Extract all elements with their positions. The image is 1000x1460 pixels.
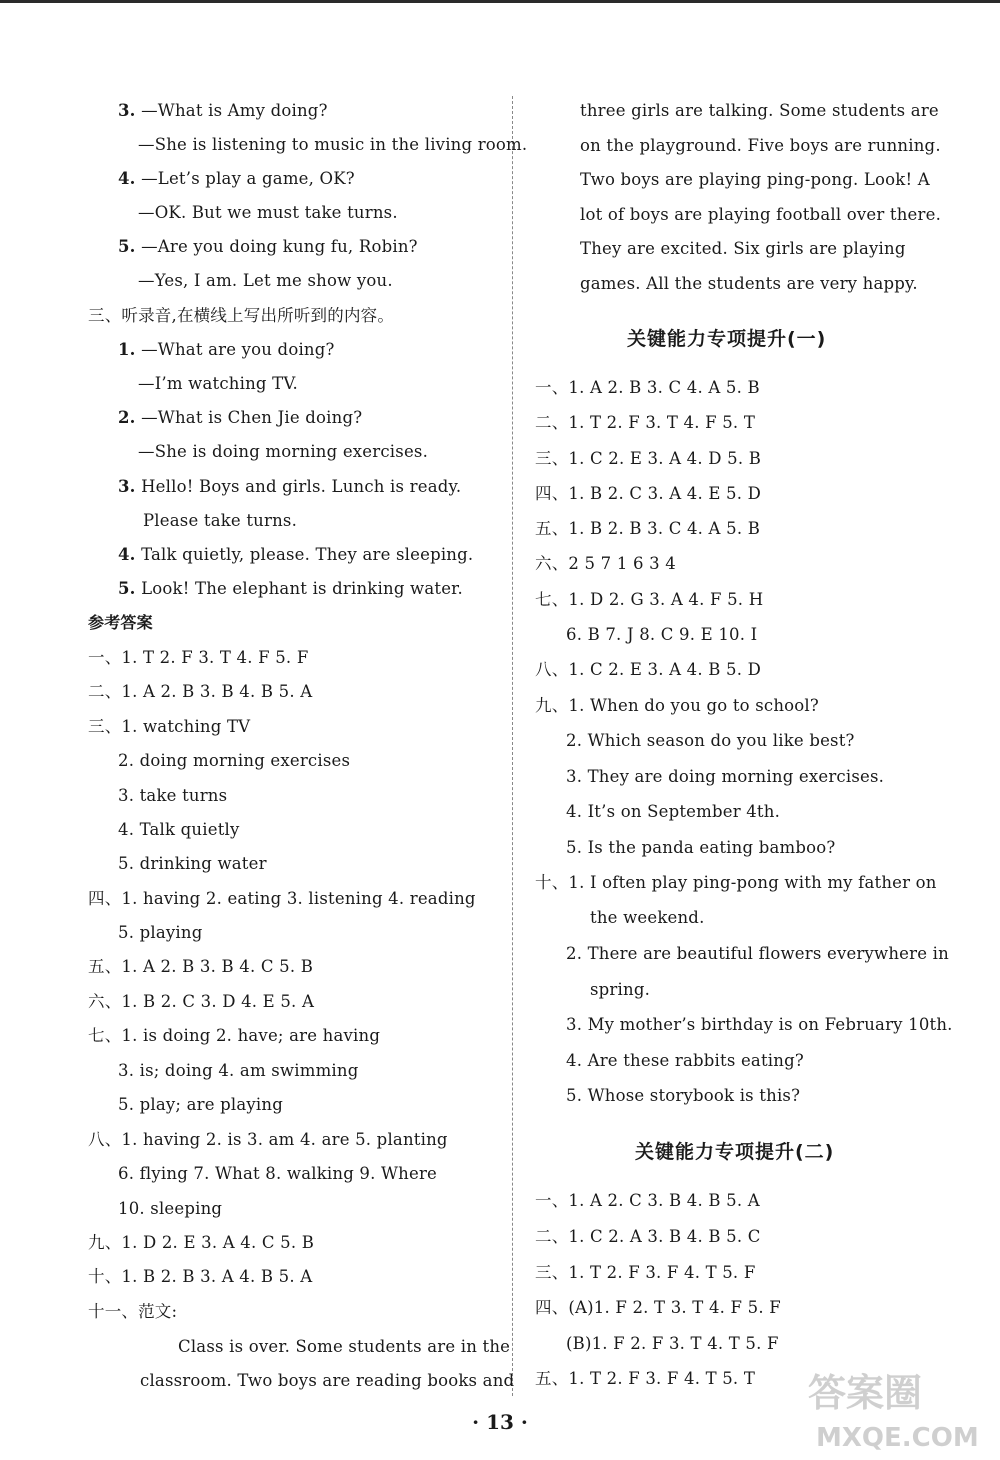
- answer-line: 三、1. C 2. E 3. A 4. D 5. B: [535, 449, 762, 468]
- essay-line: on the playground. Five boys are running.: [580, 136, 941, 155]
- answer-line: 4. It’s on September 4th.: [566, 802, 781, 821]
- answer-line: 3. They are doing morning exercises.: [566, 767, 885, 786]
- answer-line: 五、1. A 2. B 3. B 4. C 5. B: [88, 957, 314, 976]
- answer-line: 2. There are beautiful flowers everywhere in: [566, 944, 949, 963]
- transcript-line: —She is listening to music in the living room.: [138, 135, 528, 154]
- answer-line: 八、1. having 2. is 3. am 4. are 5. planting: [88, 1130, 448, 1149]
- transcript-line: —She is doing morning exercises.: [138, 442, 429, 461]
- answer-heading: 参考答案: [88, 613, 153, 632]
- answer-line: 4. Talk quietly: [118, 820, 240, 839]
- answer-line: 一、1. T 2. F 3. T 4. F 5. F: [88, 648, 309, 667]
- answer-line: 五、1. T 2. F 3. F 4. T 5. T: [535, 1369, 756, 1388]
- essay-line: games. All the students are very happy.: [580, 274, 918, 293]
- transcript-line: 5. Look! The elephant is drinking water.: [118, 579, 463, 598]
- answer-line: 二、1. C 2. A 3. B 4. B 5. C: [535, 1227, 761, 1246]
- top-border: [0, 0, 1000, 3]
- svg-text:MXQE.COM: MXQE.COM: [816, 1423, 979, 1453]
- answer-line: 一、1. A 2. C 3. B 4. B 5. A: [535, 1191, 760, 1210]
- answer-line: spring.: [590, 980, 651, 999]
- transcript-line: 2. —What is Chen Jie doing?: [118, 408, 363, 427]
- answer-line: 十、1. B 2. B 3. A 4. B 5. A: [88, 1267, 313, 1286]
- transcript-line: —Yes, I am. Let me show you.: [138, 271, 393, 290]
- answer-line: 十、1. I often play ping-pong with my father on: [535, 873, 937, 892]
- answer-line: 6. B 7. J 8. C 9. E 10. I: [566, 625, 758, 644]
- answer-line: 八、1. C 2. E 3. A 4. B 5. D: [535, 660, 762, 679]
- answer-line: 5. drinking water: [118, 854, 267, 873]
- section-instruction: 三、听录音,在横线上写出所听到的内容。: [88, 306, 395, 325]
- essay-line: Class is over. Some students are in the: [178, 1337, 511, 1356]
- answer-line: 一、1. A 2. B 3. C 4. A 5. B: [535, 378, 760, 397]
- answer-line: 四、(A)1. F 2. T 3. T 4. F 5. F: [535, 1298, 781, 1317]
- answer-line: 三、1. watching TV: [88, 717, 251, 736]
- answer-line: (B)1. F 2. F 3. T 4. T 5. F: [566, 1334, 779, 1353]
- answer-line: 6. flying 7. What 8. walking 9. Where: [118, 1164, 438, 1183]
- answer-line: 九、1. D 2. E 3. A 4. C 5. B: [88, 1233, 315, 1252]
- transcript-line: —OK. But we must take turns.: [138, 203, 398, 222]
- answer-line: 3. take turns: [118, 786, 228, 805]
- answer-line: 5. Is the panda eating bamboo?: [566, 838, 836, 857]
- essay-line: Two boys are playing ping-pong. Look! A: [580, 170, 930, 189]
- essay-line: They are excited. Six girls are playing: [580, 239, 906, 258]
- section-title: 关键能力专项提升(一): [627, 328, 827, 350]
- answer-line: 七、1. D 2. G 3. A 4. F 5. H: [535, 590, 764, 609]
- answer-line: 四、1. having 2. eating 3. listening 4. reading: [88, 889, 476, 908]
- transcript-line: 4. Talk quietly, please. They are sleeping.: [118, 545, 474, 564]
- column-divider: [512, 96, 513, 1396]
- answer-line: 九、1. When do you go to school?: [535, 696, 819, 715]
- answer-line: 10. sleeping: [118, 1199, 223, 1218]
- essay-line: classroom. Two boys are reading books and: [140, 1371, 515, 1390]
- watermark-logo: [800, 1360, 990, 1455]
- answer-line: 4. Are these rabbits eating?: [566, 1051, 804, 1070]
- answer-line: 四、1. B 2. C 3. A 4. E 5. D: [535, 484, 762, 503]
- transcript-line: 1. —What are you doing?: [118, 340, 335, 359]
- transcript-line: Please take turns.: [143, 511, 298, 530]
- page-number: · 13 ·: [472, 1410, 528, 1434]
- transcript-line: 4. —Let’s play a game, OK?: [118, 169, 355, 188]
- answer-line: 5. play; are playing: [118, 1095, 283, 1114]
- transcript-line: —I’m watching TV.: [138, 374, 299, 393]
- essay-line: lot of boys are playing football over there.: [580, 205, 942, 224]
- answer-line: 5. Whose storybook is this?: [566, 1086, 801, 1105]
- answer-line: the weekend.: [590, 908, 705, 927]
- answer-line: 3. is; doing 4. am swimming: [118, 1061, 359, 1080]
- answer-line: 七、1. is doing 2. have; are having: [88, 1026, 381, 1045]
- answer-line: 2. Which season do you like best?: [566, 731, 855, 750]
- answer-line: 十一、范文:: [88, 1302, 178, 1321]
- answer-line: 三、1. T 2. F 3. F 4. T 5. F: [535, 1263, 756, 1282]
- answer-line: 5. playing: [118, 923, 203, 942]
- answer-line: 二、1. T 2. F 3. T 4. F 5. T: [535, 413, 756, 432]
- answer-line: 五、1. B 2. B 3. C 4. A 5. B: [535, 519, 761, 538]
- transcript-line: 3. —What is Amy doing?: [118, 101, 328, 120]
- transcript-line: 3. Hello! Boys and girls. Lunch is ready.: [118, 477, 462, 496]
- answer-line: 二、1. A 2. B 3. B 4. B 5. A: [88, 682, 313, 701]
- answer-line: 3. My mother’s birthday is on February 10th.: [566, 1015, 953, 1034]
- answer-line: 六、1. B 2. C 3. D 4. E 5. A: [88, 992, 315, 1011]
- answer-line: 2. doing morning exercises: [118, 751, 351, 770]
- section-title: 关键能力专项提升(二): [635, 1141, 835, 1163]
- svg-text:答案圈: 答案圈: [808, 1371, 923, 1415]
- answer-line: 六、2 5 7 1 6 3 4: [535, 554, 676, 573]
- transcript-line: 5. —Are you doing kung fu, Robin?: [118, 237, 418, 256]
- essay-line: three girls are talking. Some students are: [580, 101, 939, 120]
